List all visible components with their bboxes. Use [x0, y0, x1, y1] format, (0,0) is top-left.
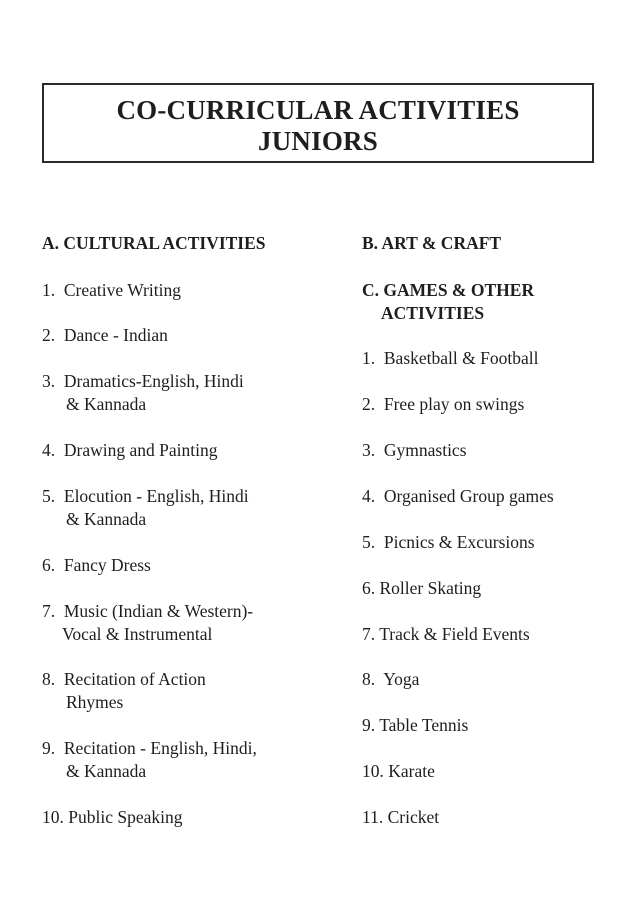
item-number: 3.	[362, 440, 376, 460]
page-subtitle: JUNIORS	[258, 126, 378, 156]
list-item	[362, 347, 538, 370]
item-number: 10.	[42, 807, 64, 827]
item-number: 11.	[362, 807, 384, 827]
item-text: Dance - Indian	[63, 325, 168, 345]
list-item	[42, 279, 181, 302]
item-number: 8.	[42, 669, 56, 689]
page-title: CO-CURRICULAR ACTIVITIES	[116, 95, 520, 125]
item-number: 9.	[42, 738, 56, 758]
item-number: 10.	[362, 761, 384, 781]
list-item	[362, 439, 467, 462]
list-item	[42, 324, 168, 347]
item-text: Cricket	[387, 807, 440, 827]
item-text-continued: Vocal & Instrumental	[62, 624, 213, 644]
item-text: Elocution - English, Hindi	[63, 486, 249, 506]
item-number: 5.	[362, 532, 376, 552]
list-item	[42, 485, 249, 531]
list-item	[42, 737, 257, 783]
item-text: Yoga	[383, 669, 420, 689]
item-text: Recitation of Action	[63, 669, 206, 689]
item-text: Table Tennis	[379, 715, 469, 735]
item-text: Recitation - English, Hindi,	[63, 738, 257, 758]
item-number: 1.	[362, 348, 376, 368]
list-item	[362, 393, 524, 416]
item-number: 7.	[362, 624, 376, 644]
list-item	[42, 439, 217, 462]
item-number: 8.	[362, 669, 376, 689]
item-text: Music (Indian & Western)-	[63, 601, 254, 621]
item-text: Track & Field Events	[379, 624, 530, 644]
item-text-continued: Rhymes	[66, 692, 124, 712]
list-item	[362, 760, 435, 783]
section-heading-cultural: A. CULTURAL ACTIVITIES	[42, 233, 266, 253]
item-number: 5.	[42, 486, 56, 506]
list-item	[362, 714, 468, 737]
list-item	[42, 806, 182, 829]
list-item	[362, 531, 535, 554]
item-number: 9.	[362, 715, 376, 735]
item-text: Roller Skating	[379, 578, 482, 598]
item-text: Public Speaking	[68, 807, 183, 827]
item-text: Karate	[388, 761, 435, 781]
item-number: 7.	[42, 601, 56, 621]
section-heading-games-line2: ACTIVITIES	[381, 303, 485, 323]
item-number: 3.	[42, 371, 56, 391]
item-text: Drawing and Painting	[63, 440, 218, 460]
item-number: 2.	[42, 325, 56, 345]
list-item	[362, 577, 481, 600]
item-text: Fancy Dress	[63, 555, 151, 575]
item-text-continued: & Kannada	[66, 761, 147, 781]
item-number: 6.	[42, 555, 56, 575]
list-item	[42, 370, 244, 416]
item-text: Gymnastics	[383, 440, 467, 460]
item-number: 2.	[362, 394, 376, 414]
item-number: 1.	[42, 280, 56, 300]
list-item	[42, 600, 253, 646]
list-item	[362, 623, 530, 646]
section-heading-games-line1: C. GAMES & OTHER	[362, 280, 535, 300]
item-number: 6.	[362, 578, 376, 598]
item-text: Dramatics-English, Hindi	[63, 371, 244, 391]
section-heading-art-craft: B. ART & CRAFT	[362, 233, 502, 253]
item-text: Free play on swings	[383, 394, 525, 414]
list-item	[362, 485, 554, 508]
item-text-continued: & Kannada	[66, 394, 147, 414]
list-item	[362, 668, 419, 691]
list-item	[362, 806, 439, 829]
title-box	[42, 83, 594, 163]
item-text-continued: & Kannada	[66, 509, 147, 529]
item-text: Creative Writing	[63, 280, 181, 300]
list-item	[42, 668, 206, 714]
item-text: Organised Group games	[383, 486, 554, 506]
list-item	[42, 554, 151, 577]
item-text: Picnics & Excursions	[383, 532, 535, 552]
item-number: 4.	[362, 486, 376, 506]
item-text: Basketball & Football	[383, 348, 539, 368]
section-heading-games	[362, 279, 534, 325]
item-number: 4.	[42, 440, 56, 460]
